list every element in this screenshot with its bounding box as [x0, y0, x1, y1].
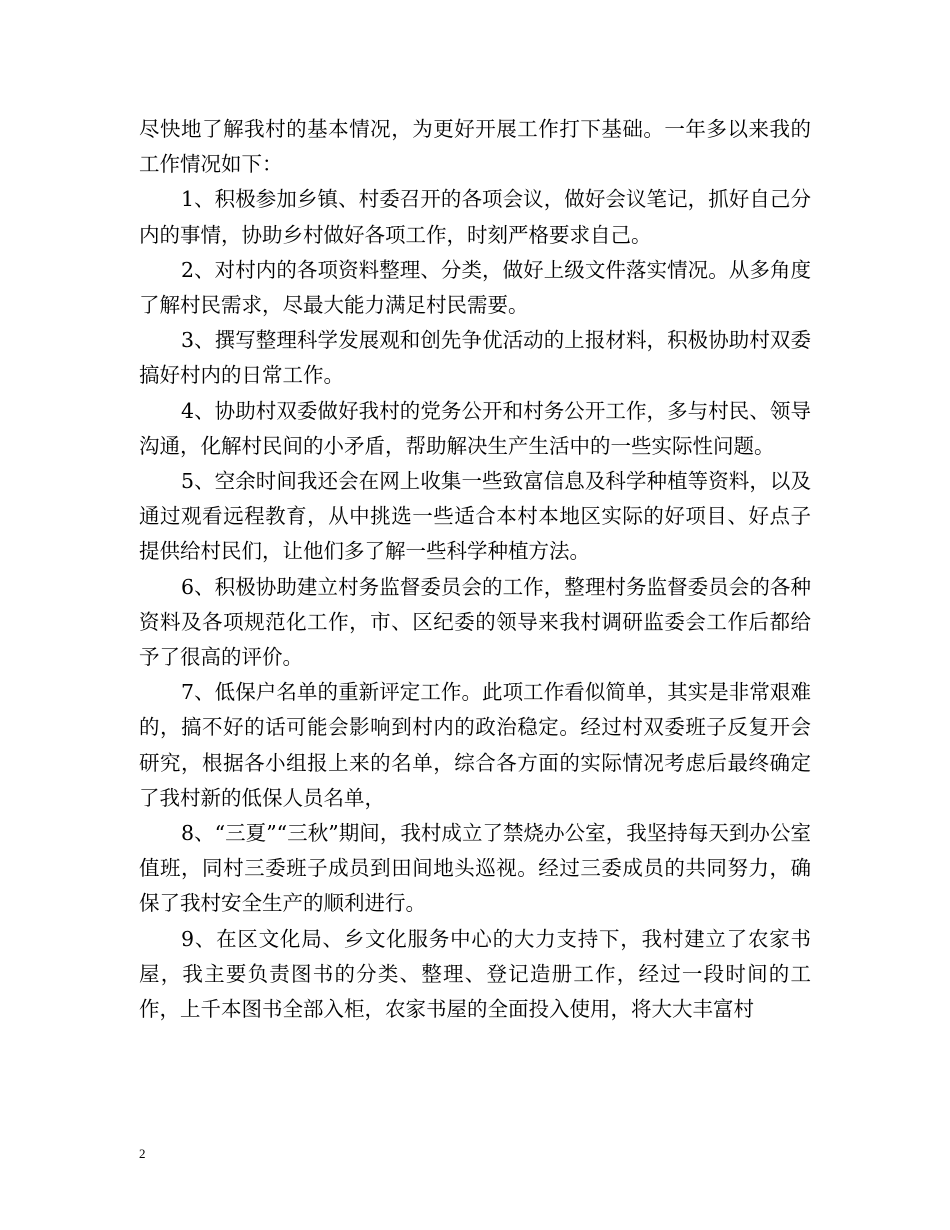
page-number: 2 — [139, 1146, 146, 1161]
paragraph-item-7: 7、低保户名单的重新评定工作。此项工作看似简单，其实是非常艰难的，搞不好的话可能会影响到村内的政治稳定。经过村双委班子反复开会研究，根据各小组报上来的名单，综合各方面的实际情况考虑后最终确定了我村新的低保人员名单， — [139, 680, 811, 810]
paragraph-item-8: 8、“三夏”“三秋”期间，我村成立了禁烧办公室，我坚持每天到办公室值班，同村三委班子成员到田间地头巡视。经过三委成员的共同努力，确保了我村安全生产的顺利进行。 — [139, 821, 811, 916]
paragraph-item-4: 4、协助村双委做好我村的党务公开和村务公开工作，多与村民、领导沟通，化解村民间的小矛盾，帮助解决生产生活中的一些实际性问题。 — [139, 398, 811, 458]
paragraph-intro: 尽快地了解我村的基本情况，为更好开展工作打下基础。一年多以来我的工作情况如下： — [139, 117, 811, 177]
document-page — [139, 112, 811, 1027]
paragraph-item-3: 3、撰写整理科学发展观和创先争优活动的上报材料，积极协助村双委搞好村内的日常工作。 — [139, 328, 811, 388]
paragraph-item-6: 6、积极协助建立村务监督委员会的工作，整理村务监督委员会的各种资料及各项规范化工作，市、区纪委的领导来我村调研监委会工作后都给予了很高的评价。 — [139, 574, 811, 670]
paragraph-item-9: 9、在区文化局、乡文化服务中心的大力支持下，我村建立了农家书屋，我主要负责图书的分类、整理、登记造册工作，经过一段时间的工作，上千本图书全部入柜，农家书屋的全面投入使用，将大大丰富村 — [139, 926, 811, 1022]
paragraph-item-2: 2、对村内的各项资料整理、分类，做好上级文件落实情况。从多角度了解村民需求，尽最大能力满足村民需要。 — [139, 257, 811, 318]
paragraph-item-1: 1、积极参加乡镇、村委召开的各项会议，做好会议笔记，抓好自己分内的事情，协助乡村做好各项工作，时刻严格要求自己。 — [139, 187, 811, 247]
paragraph-item-5: 5、空余时间我还会在网上收集一些致富信息及科学种植等资料，以及通过观看远程教育，从中挑选一些适合本村本地区实际的好项目、好点子提供给村民们，让他们多了解一些科学种植方法。 — [139, 469, 811, 564]
